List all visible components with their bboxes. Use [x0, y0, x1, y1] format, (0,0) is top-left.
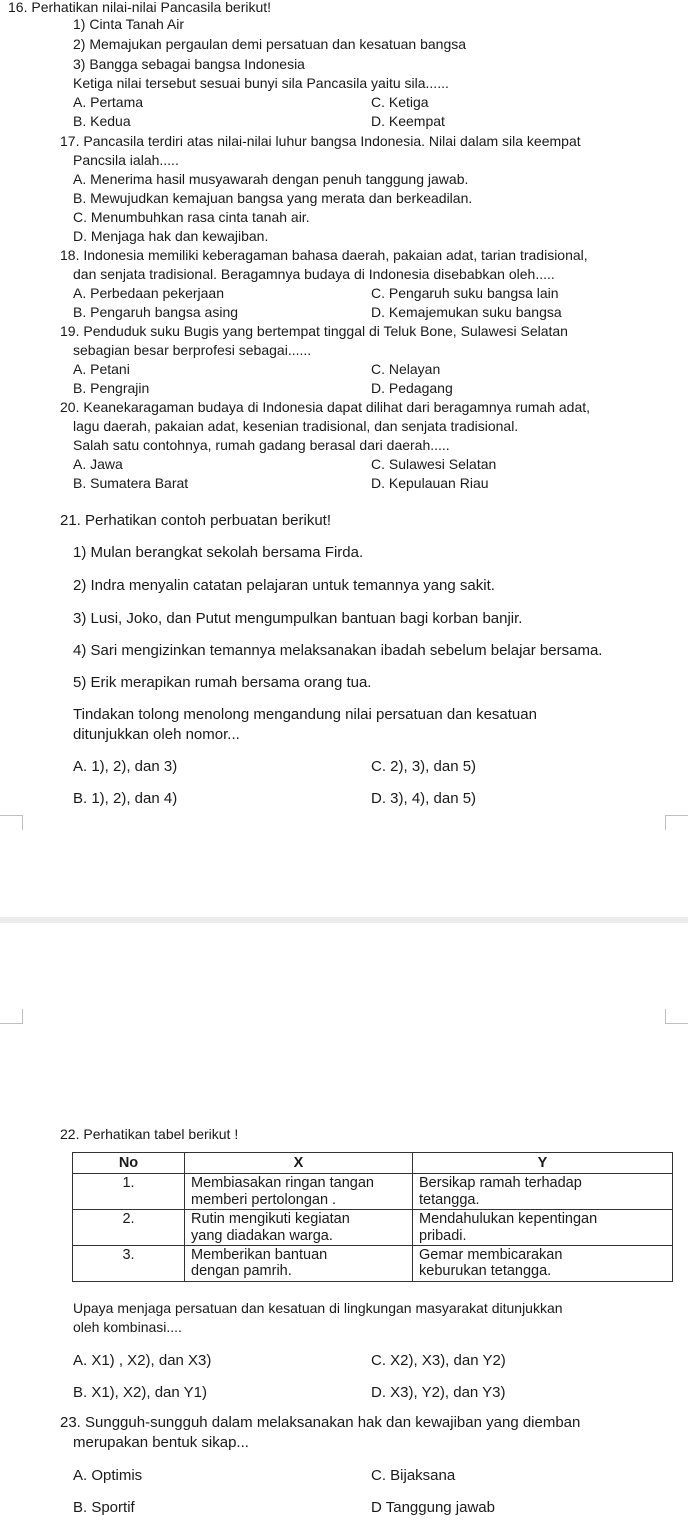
q21-item-2: 2) Indra menyalin catatan pelajaran untuk temannya yang sakit. [73, 577, 495, 594]
q22-stem: 22. Perhatikan tabel berikut ! [60, 1126, 239, 1142]
q18-option-a[interactable]: A. Perbedaan pekerjaan [73, 285, 224, 301]
table-cell-x [185, 1210, 413, 1246]
q22-option-c[interactable]: C. X2), X3), dan Y2) [371, 1352, 506, 1369]
table-cell-no: 3. [73, 1245, 185, 1281]
q20-option-b[interactable]: B. Sumatera Barat [73, 475, 189, 491]
table-cell-text: yang diadakan warga. [191, 1227, 333, 1244]
q20-option-a[interactable]: A. Jawa [73, 456, 123, 472]
q19-stem-line1: 19. Penduduk suku Bugis yang bertempat tinggal di Teluk Bone, Sulawesi Selatan [60, 323, 568, 339]
q16-item-2: 2) Memajukan pergaulan demi persatuan dan kesatuan bangsa [73, 36, 467, 52]
table-cell-text: Gemar membicarakan [419, 1246, 563, 1263]
table-cell-text: memberi pertolongan . [191, 1191, 337, 1208]
q16-option-c[interactable]: C. Ketiga [371, 94, 429, 110]
q21-item-3: 3) Lusi, Joko, dan Putut mengumpulkan bantuan bagi korban banjir. [73, 610, 523, 627]
page-separator [0, 917, 688, 923]
page-gap [0, 815, 688, 1005]
q20-option-d[interactable]: D. Kepulauan Riau [371, 475, 489, 491]
table-header-row [73, 1153, 673, 1174]
q17-stem-line2: Pancsila ialah..... [73, 152, 179, 168]
q17-stem-line1: 17. Pancasila terdiri atas nilai-nilai luhur bangsa Indonesia. Nilai dalam sila keempat [60, 133, 581, 149]
table-cell-text: Bersikap ramah terhadap [419, 1175, 582, 1192]
q19-option-b[interactable]: B. Pengrajin [73, 380, 150, 396]
table-cell-text: Memberikan bantuan [191, 1246, 328, 1263]
q16-stem: 16. Perhatikan nilai-nilai Pancasila berikut! [8, 0, 272, 15]
table-row [73, 1245, 673, 1281]
q20-stem-line3: Salah satu contohnya, rumah gadang berasal dari daerah..... [73, 437, 450, 453]
q22-table [72, 1152, 673, 1282]
crop-mark-top-right [665, 815, 688, 830]
q21-option-b[interactable]: B. 1), 2), dan 4) [73, 790, 178, 807]
table-cell-no: 2. [73, 1210, 185, 1246]
q17-option-a[interactable]: A. Menerima hasil musyawarah dengan penuh tanggung jawab. [73, 171, 469, 187]
q23-option-d[interactable]: D Tanggung jawab [371, 1499, 495, 1516]
table-header-no: No [73, 1153, 185, 1174]
q18-option-c[interactable]: C. Pengaruh suku bangsa lain [371, 285, 559, 301]
q16-item-1: 1) Cinta Tanah Air [73, 16, 185, 32]
table-cell-text: Membiasakan ringan tangan [191, 1175, 374, 1192]
q23-option-c[interactable]: C. Bijaksana [371, 1467, 456, 1484]
table-cell-x [185, 1245, 413, 1281]
q22-question-line1: Upaya menjaga persatuan dan kesatuan di lingkungan masyarakat ditunjukkan [73, 1300, 563, 1316]
q19-option-c[interactable]: C. Nelayan [371, 361, 441, 377]
table-header-y: Y [413, 1153, 673, 1174]
crop-mark-top-left [0, 815, 23, 830]
q17-option-b[interactable]: B. Mewujudkan kemajuan bangsa yang merata dan berkeadilan. [73, 190, 473, 206]
q21-option-a[interactable]: A. 1), 2), dan 3) [73, 758, 178, 775]
q18-option-d[interactable]: D. Kemajemukan suku bangsa [371, 304, 562, 320]
q18-stem-line2: dan senjata tradisional. Beragamnya budaya di Indonesia disebabkan oleh..... [73, 266, 555, 282]
q17-option-c[interactable]: C. Menumbuhkan rasa cinta tanah air. [73, 209, 310, 225]
table-cell-text: Mendahulukan kepentingan [419, 1211, 598, 1228]
q18-stem-line1: 18. Indonesia memiliki keberagaman bahasa daerah, pakaian adat, tarian tradisional, [60, 247, 588, 263]
q22-option-a[interactable]: A. X1) , X2), dan X3) [73, 1352, 212, 1369]
q20-stem-line2: lagu daerah, pakaian adat, kesenian tradisional, dan senjata tradisional. [73, 418, 519, 434]
table-cell-y [413, 1245, 673, 1281]
q18-option-b[interactable]: B. Pengaruh bangsa asing [73, 304, 239, 320]
q22-question-line2: oleh kombinasi.... [73, 1319, 182, 1335]
table-cell-y [413, 1174, 673, 1210]
table-cell-text: pribadi. [419, 1227, 467, 1244]
table-cell-y [413, 1210, 673, 1246]
table-cell-x [185, 1174, 413, 1210]
q23-stem-line1: 23. Sungguh-sungguh dalam melaksanakan hak dan kewajiban yang diemban [60, 1414, 581, 1431]
q16-option-d[interactable]: D. Keempat [371, 113, 445, 129]
table-cell-no: 1. [73, 1174, 185, 1210]
q19-option-a[interactable]: A. Petani [73, 361, 130, 377]
q16-question: Ketiga nilai tersebut sesuai bunyi sila Pancasila yaitu sila...... [73, 75, 449, 91]
table-row [73, 1210, 673, 1246]
q20-stem-line1: 20. Keanekaragaman budaya di Indonesia dapat dilihat dari beragamnya rumah adat, [60, 399, 591, 415]
q16-option-b[interactable]: B. Kedua [73, 113, 131, 129]
table-cell-text: dengan pamrih. [191, 1263, 292, 1280]
q17-option-d[interactable]: D. Menjaga hak dan kewajiban. [73, 228, 269, 244]
q21-item-1: 1) Mulan berangkat sekolah bersama Firda. [73, 544, 364, 561]
q21-item-5: 5) Erik merapikan rumah bersama orang tua. [73, 674, 372, 691]
q22-option-b[interactable]: B. X1), X2), dan Y1) [73, 1384, 207, 1401]
q23-option-a[interactable]: A. Optimis [73, 1467, 143, 1484]
q21-option-c[interactable]: C. 2), 3), dan 5) [371, 758, 477, 775]
table-header-x: X [185, 1153, 413, 1174]
q16-option-a[interactable]: A. Pertama [73, 94, 144, 110]
q21-question-line2: ditunjukkan oleh nomor... [73, 726, 240, 743]
q21-option-d[interactable]: D. 3), 4), dan 5) [371, 790, 477, 807]
q21-question-line1: Tindakan tolong menolong mengandung nilai persatuan dan kesatuan [73, 706, 537, 723]
q22-option-d[interactable]: D. X3), Y2), dan Y3) [371, 1384, 506, 1401]
q19-option-d[interactable]: D. Pedagang [371, 380, 453, 396]
q23-stem-line2: merupakan bentuk sikap... [73, 1434, 249, 1451]
table-row [73, 1174, 673, 1210]
table-cell-text: keburukan tetangga. [419, 1263, 552, 1280]
q19-stem-line2: sebagian besar berprofesi sebagai...... [73, 342, 312, 358]
q20-option-c[interactable]: C. Sulawesi Selatan [371, 456, 497, 472]
q21-stem: 21. Perhatikan contoh perbuatan berikut! [60, 512, 332, 529]
table-cell-text: Rutin mengikuti kegiatan [191, 1211, 350, 1228]
q16-item-3: 3) Bangga sebagai bangsa Indonesia [73, 56, 305, 72]
q21-item-4: 4) Sari mengizinkan temannya melaksanakan ibadah sebelum belajar bersama. [73, 642, 603, 659]
q23-option-b[interactable]: B. Sportif [73, 1499, 135, 1516]
table-cell-text: tetangga. [419, 1191, 480, 1208]
